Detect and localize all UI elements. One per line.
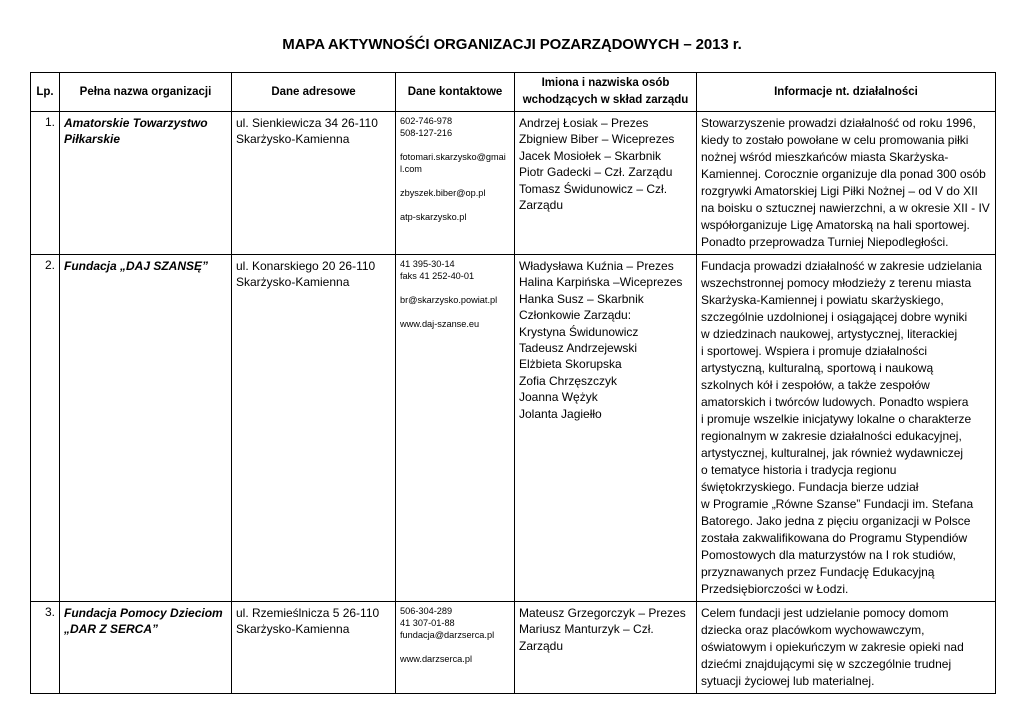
activity-info — [697, 255, 996, 602]
info-line: współorganizuje Ligę Amatorską na hali sportowej. — [701, 218, 970, 232]
contact-line: www.darzserca.pl — [400, 654, 472, 664]
organization-contact — [396, 112, 515, 255]
info-line: o tematyce historia i tradycja regionu — [701, 463, 897, 477]
contact-line: fundacja@darzserca.pl — [400, 630, 495, 640]
contact-line: fotomari.skarzysko@gmail.com — [400, 152, 506, 174]
info-line: Pomostowych dla maturzystów na I rok studiów, — [701, 548, 956, 562]
page-title: MAPA AKTYWNOŚĆI ORGANIZACJI POZARZĄDOWYCH – 2013 r. — [282, 36, 742, 53]
header-address: Dane adresowe — [232, 73, 396, 112]
info-line: przyznawanych przez Fundację Edukacyjną — [701, 565, 935, 579]
organization-name: Amatorskie Towarzystwo Piłkarskie — [60, 112, 232, 255]
info-line: rozgrywki Amatorskiej Ligi Piłki Nożnej – od V do XII — [701, 184, 978, 198]
activity-info — [697, 112, 996, 255]
info-line: w dziedzinach naukowej, artystycznej, literackiej — [701, 327, 958, 341]
info-line: Ponadto przeprowadza Turniej Niepodległości. — [701, 235, 949, 249]
organization-address: ul. Konarskiego 20 26-110 Skarżysko-Kamienna — [232, 255, 396, 602]
activity-info — [697, 602, 996, 694]
info-line: w Programie „Równe Szanse” Fundacji im. Stefana — [701, 497, 974, 511]
info-line: Kamiennej. Corocznie organizuje dla ponad 300 osób — [701, 167, 986, 181]
header-contact: Dane kontaktowe — [396, 73, 515, 112]
board-members — [515, 255, 697, 602]
board-member: Mariusz Manturzyk – Czł. Zarządu — [519, 622, 654, 653]
header-row — [31, 73, 996, 112]
info-line: została zakwalifikowana do Programu Stypendiów — [701, 531, 968, 545]
organization-contact — [396, 255, 515, 602]
board-member: Krystyna Świdunowicz — [519, 324, 639, 339]
info-line: nożnej wśród mieszkańców miasta Skarżyska- — [701, 150, 949, 164]
info-line: artystycznej, kulturalnej, jak również wydawniczej — [701, 446, 964, 460]
info-line: Batorego. Jako jedna z pięciu organizacji w Polsce — [701, 514, 971, 528]
board-member: Halina Karpińska –Wiceprezes — [519, 275, 683, 290]
board-members — [515, 602, 697, 694]
board-member: Członkowie Zarządu: — [519, 308, 632, 323]
table-row — [31, 112, 996, 255]
organization-name: Fundacja „DAJ SZANSĘ” — [60, 255, 232, 602]
info-line: wszechstronnej pomocy młodzieży z terenu miasta — [701, 276, 972, 290]
board-member: Jolanta Jagiełło — [519, 406, 602, 421]
info-line: szkolnych kół i zespołów, a także zespołów — [701, 378, 930, 392]
contact-line: 41 307-01-88 — [400, 618, 455, 628]
board-member: Jacek Mosiołek – Skarbnik — [519, 148, 662, 163]
info-line: sytuacji życiowej lub materialnej. — [701, 674, 875, 688]
row-number: 2. — [31, 255, 60, 602]
contact-line: faks 41 252-40-01 — [400, 271, 475, 281]
board-member: Mateusz Grzegorczyk – Prezes — [519, 606, 686, 620]
info-line: Przedsiębiorczości w Łodzi. — [701, 582, 849, 596]
row-number: 1. — [31, 112, 60, 255]
info-line: i promuje wszelkie inicjatywy lokalne o charakterze — [701, 412, 972, 426]
header-name: Pełna nazwa organizacji — [60, 73, 232, 112]
board-member: Andrzej Łosiak – Prezes — [519, 116, 649, 130]
info-line: szczególnie uzdolnionej i osiągającej dobre wyniki — [701, 310, 968, 324]
contact-line: 602-746-978 — [400, 116, 453, 126]
contact-line: br@skarzysko.powiat.pl — [400, 295, 498, 305]
contact-line: 508-127-216 — [400, 128, 453, 138]
table-row — [31, 602, 996, 694]
header-board: Imiona i nazwiska osób wchodzących w skład zarządu — [515, 73, 697, 112]
organization-contact — [396, 602, 515, 694]
info-line: artystyczną, kulturalną, sportową i naukową — [701, 361, 934, 375]
header-lp: Lp. — [31, 73, 60, 112]
board-member: Joanna Wężyk — [519, 390, 598, 405]
board-member: Władysława Kuźnia – Prezes — [519, 259, 674, 273]
organizations-table — [30, 72, 996, 694]
info-line: oświatowym i opiekuńczym w zakresie opieki nad — [701, 640, 964, 654]
board-member: Hanka Susz – Skarbnik — [519, 291, 644, 306]
info-line: na boisku o sztucznej nawierzchni, a w okresie XII - IV — [701, 201, 990, 215]
board-member: Zofia Chrzęszczyk — [519, 373, 618, 388]
header-info: Informacje nt. działalności — [697, 73, 996, 112]
info-line: amatorskich i twórców ludowych. Ponadto wspiera — [701, 395, 969, 409]
info-line: dziećmi znajdującymi się w szczególnie trudnej — [701, 657, 952, 671]
organization-name: Fundacja Pomocy Dzieciom „DAR Z SERCA” — [60, 602, 232, 694]
organization-address: ul. Rzemieślnicza 5 26-110 Skarżysko-Kamienna — [232, 602, 396, 694]
board-member: Tomasz Świdunowicz – Czł. Zarządu — [519, 181, 668, 213]
organization-address: ul. Sienkiewicza 34 26-110 Skarżysko-Kamienna — [232, 112, 396, 255]
contact-line: zbyszek.biber@op.pl — [400, 188, 486, 198]
board-members — [515, 112, 697, 255]
board-member: Piotr Gadecki – Czł. Zarządu — [519, 165, 673, 180]
info-line: Celem fundacji jest udzielanie pomocy domom — [701, 606, 949, 620]
contact-line: www.daj-szanse.eu — [400, 319, 480, 329]
row-number: 3. — [31, 602, 60, 694]
contact-line: 41 395-30-14 — [400, 259, 455, 269]
info-line: świętokrzyskiego. Fundacja bierze udział — [701, 480, 919, 494]
info-line: kiedy to zostało powołane w celu promowania piłki — [701, 133, 969, 147]
info-line: i sportowej. Wspiera i promuje działalności — [701, 344, 928, 358]
info-line: regionalnym w zakresie działalności edukacyjnej, — [701, 429, 962, 443]
contact-line: 506-304-289 — [400, 606, 453, 616]
info-line: Fundacja prowadzi działalność w zakresie udzielania — [701, 259, 982, 273]
info-line: dziecka oraz placówkom wychowawczym, — [701, 623, 925, 637]
info-line: Skarżyska-Kamiennej i powiatu skarżyskiego, — [701, 293, 944, 307]
board-member: Zbigniew Biber – Wiceprezes — [519, 132, 675, 147]
table-row — [31, 255, 996, 602]
info-line: Stowarzyszenie prowadzi działalność od roku 1996, — [701, 116, 976, 130]
board-member: Elżbieta Skorupska — [519, 357, 622, 372]
board-member: Tadeusz Andrzejewski — [519, 341, 638, 356]
contact-line: atp-skarzysko.pl — [400, 212, 467, 222]
